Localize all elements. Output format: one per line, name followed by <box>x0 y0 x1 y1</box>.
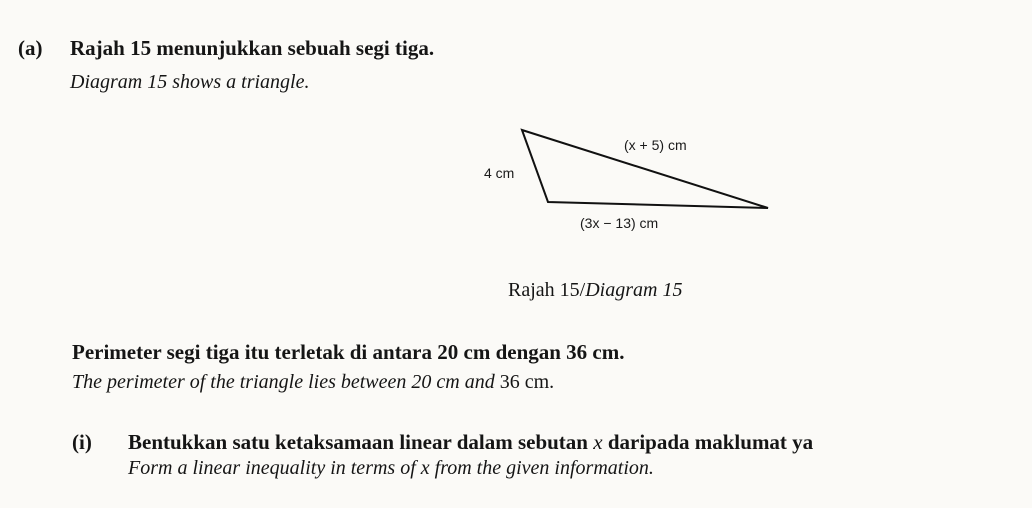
subquestion-malay-part1: Bentukkan satu ketaksamaan linear dalam sebutan <box>128 430 594 454</box>
subquestion-english: Form a linear inequality in terms of x from the given information. <box>128 457 654 479</box>
side-label-left: 4 cm <box>484 165 515 181</box>
diagram-caption-malay: Rajah 15/ <box>508 279 586 301</box>
perimeter-english-part1: The perimeter of the triangle lies between 20 cm <box>72 371 465 393</box>
perimeter-english-and: and <box>464 371 495 393</box>
subquestion-label: (i) <box>72 430 92 454</box>
diagram-caption-english: Diagram 15 <box>585 279 683 301</box>
question-intro-english: Diagram 15 shows a triangle. <box>70 71 310 93</box>
subquestion-malay-part2: daripada maklumat ya <box>602 430 814 454</box>
subquestion-malay <box>128 432 813 453</box>
question-intro-malay: Rajah 15 menunjukkan sebuah segi tiga. <box>70 36 435 60</box>
side-label-bottom: (3x − 13) cm <box>580 215 659 231</box>
diagram-caption <box>508 280 682 300</box>
perimeter-statement-malay: Perimeter segi tiga itu terletak di antara 20 cm dengan 36 cm. <box>72 340 625 364</box>
triangle-diagram <box>470 118 790 248</box>
side-label-top: (x + 5) cm <box>624 137 687 153</box>
perimeter-english-part2: 36 cm. <box>494 371 555 393</box>
perimeter-statement-english <box>72 372 554 392</box>
question-label: (a) <box>18 36 43 60</box>
subquestion-malay-variable: x <box>593 430 603 454</box>
